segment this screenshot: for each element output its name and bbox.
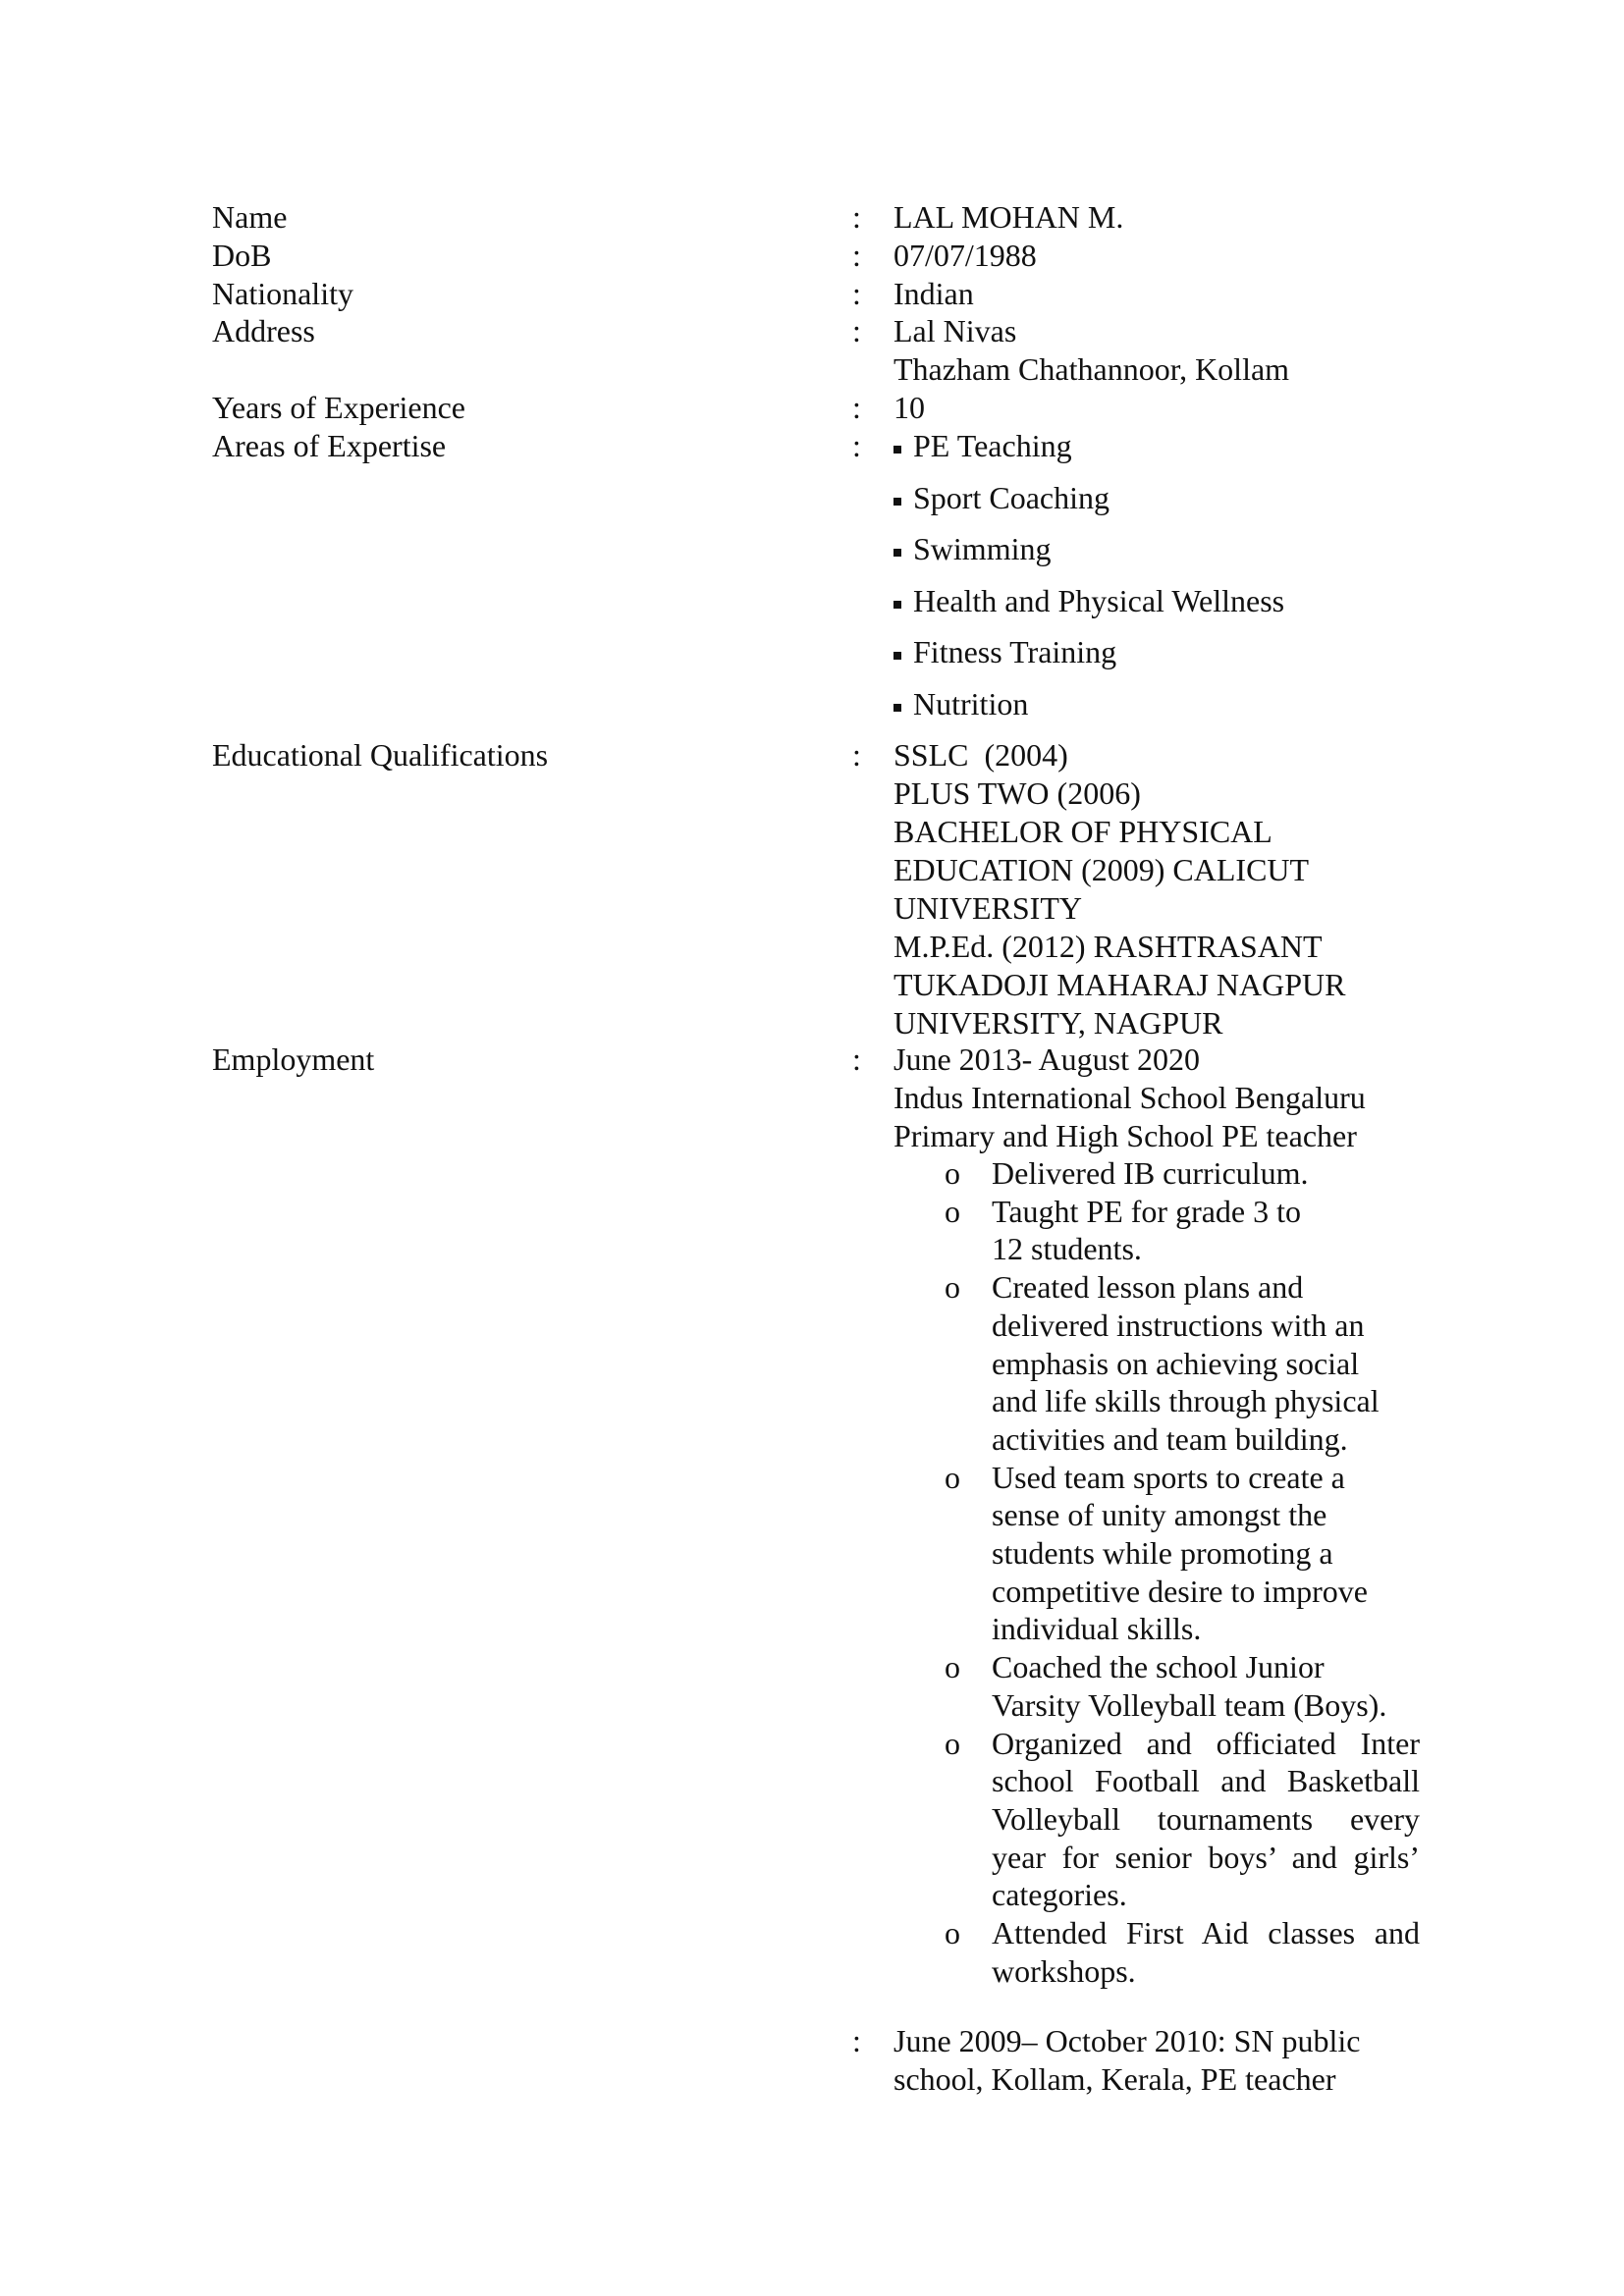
education-line: PLUS TWO (2006) xyxy=(893,775,1141,811)
square-bullet-icon xyxy=(893,549,901,557)
experience-label: Years of Experience xyxy=(212,390,465,425)
circle-bullet-icon: o xyxy=(945,1649,960,1685)
list-item: Sport Coaching xyxy=(893,479,1424,531)
list-item: PE Teaching xyxy=(893,427,1424,479)
job1-period: June 2013- August 2020 xyxy=(893,1041,1200,1077)
list-item: o Organized and officiated Inter school Football and Basketball Volleyball tournaments every year for senior boys’ and girls’ categories. xyxy=(945,1725,1420,1913)
square-bullet-icon xyxy=(893,446,901,454)
list-item: o Attended First Aid classes and workshops. xyxy=(945,1915,1420,1989)
address-label: Address xyxy=(212,313,315,348)
job1-duties-list xyxy=(893,1154,1424,1990)
name-label: Name xyxy=(212,199,288,235)
separator-colon: : xyxy=(852,390,861,425)
address-line-1: Lal Nivas xyxy=(893,313,1017,348)
education-line: BACHELOR OF PHYSICAL xyxy=(893,814,1272,849)
education-line: SSLC (2004) xyxy=(893,737,1068,773)
separator-colon: : xyxy=(852,1041,861,1077)
experience-value: 10 xyxy=(893,390,925,425)
name-value: LAL MOHAN M. xyxy=(893,199,1124,235)
circle-bullet-icon: o xyxy=(945,1725,960,1761)
education-line: TUKADOJI MAHARAJ NAGPUR xyxy=(893,967,1346,1002)
dob-value: 07/07/1988 xyxy=(893,238,1037,273)
separator-colon: : xyxy=(852,737,861,773)
education-label: Educational Qualifications xyxy=(212,737,549,773)
education-value xyxy=(893,736,1424,1042)
circle-bullet-icon: o xyxy=(945,1915,960,1951)
job2-value xyxy=(893,2022,1424,2099)
square-bullet-icon xyxy=(893,498,901,506)
job1-header xyxy=(893,1041,1424,1155)
separator-colon: : xyxy=(852,428,861,463)
education-line: UNIVERSITY, NAGPUR xyxy=(893,1005,1223,1041)
list-item: Swimming xyxy=(893,530,1424,582)
separator-colon: : xyxy=(852,2023,861,2058)
list-item: Nutrition xyxy=(893,685,1424,737)
education-line: EDUCATION (2009) CALICUT xyxy=(893,852,1310,887)
square-bullet-icon xyxy=(893,652,901,660)
expertise-list xyxy=(893,427,1424,736)
list-item: o Created lesson plans and delivered instructions with an emphasis on achieving social and life skills through physical activities and team building. xyxy=(945,1269,1380,1457)
square-bullet-icon xyxy=(893,704,901,712)
job1-employer: Indus International School Bengaluru xyxy=(893,1080,1366,1115)
job2-line-2: school, Kollam, Kerala, PE teacher xyxy=(893,2061,1336,2097)
separator-colon: : xyxy=(852,313,861,348)
separator-colon: : xyxy=(852,238,861,273)
circle-bullet-icon: o xyxy=(945,1193,960,1229)
list-item: o Coached the school Junior Varsity Volleyball team (Boys). xyxy=(945,1649,1387,1723)
education-line: UNIVERSITY xyxy=(893,890,1082,926)
job1-role: Primary and High School PE teacher xyxy=(893,1118,1357,1153)
list-item: o Used team sports to create a sense of unity amongst the students while promoting a competitive desire to improve individual skills. xyxy=(945,1459,1368,1647)
nationality-label: Nationality xyxy=(212,276,353,311)
circle-bullet-icon: o xyxy=(945,1155,960,1191)
separator-colon: : xyxy=(852,199,861,235)
circle-bullet-icon: o xyxy=(945,1459,960,1495)
job2-line-1: June 2009– October 2010: SN public xyxy=(893,2023,1361,2058)
nationality-value: Indian xyxy=(893,276,974,311)
list-item: Health and Physical Wellness xyxy=(893,582,1424,634)
address-line-2: Thazham Chathannoor, Kollam xyxy=(893,351,1290,387)
list-item: Fitness Training xyxy=(893,633,1424,685)
dob-label: DoB xyxy=(212,238,272,273)
education-line: M.P.Ed. (2012) RASHTRASANT xyxy=(893,929,1323,964)
circle-bullet-icon: o xyxy=(945,1269,960,1306)
address-value xyxy=(893,312,1424,389)
list-item: o Taught PE for grade 3 to 12 students. xyxy=(945,1193,1302,1267)
square-bullet-icon xyxy=(893,601,901,609)
employment-label: Employment xyxy=(212,1041,375,1077)
separator-colon: : xyxy=(852,276,861,311)
expertise-label: Areas of Expertise xyxy=(212,428,447,463)
list-item: o Delivered IB curriculum. xyxy=(945,1155,1309,1191)
